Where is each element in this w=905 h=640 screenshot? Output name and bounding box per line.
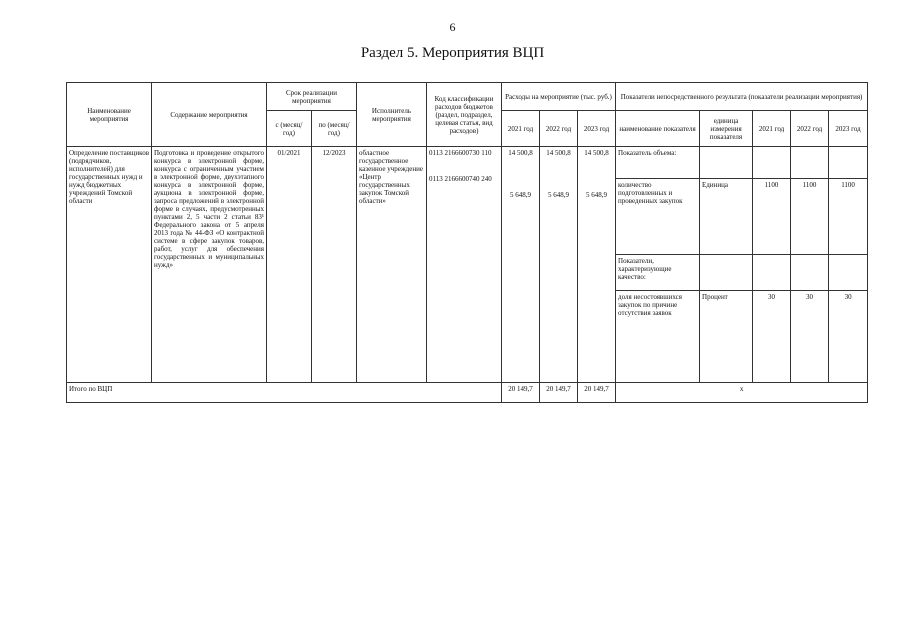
budget-code-2: 0113 2166600740 240: [429, 175, 492, 183]
expense-2021-b: 5 648,9: [510, 191, 531, 199]
indicator-2-name: доля несостоявшихся закупок по причине отсутствия заявок: [616, 291, 700, 383]
header-exp-2021: 2021 год: [502, 111, 540, 147]
period-from: 01/2021: [267, 147, 312, 383]
indicator-2-2023: 30: [829, 291, 868, 383]
expense-2022: [540, 147, 578, 383]
indicator-2-2022: 30: [791, 291, 829, 383]
volume-label: Показатель объема:: [616, 147, 700, 179]
activities-table: [66, 82, 868, 403]
header-unit: единица измерения показателя: [700, 111, 753, 147]
header-exp-2023: 2023 год: [578, 111, 616, 147]
budget-code-1: 0113 2166600730 110: [429, 149, 492, 157]
total-mark: х: [616, 383, 868, 403]
expense-2021-a: 14 500,8: [508, 149, 533, 157]
header-period: Срок реализации мероприятия: [267, 83, 357, 111]
header-res-2021: 2021 год: [753, 111, 791, 147]
indicator-1-2022: 1100: [791, 179, 829, 255]
header-from: с (месяц/ год): [267, 111, 312, 147]
budget-codes: [427, 147, 502, 383]
total-2023: 20 149,7: [578, 383, 616, 403]
expense-2023-a: 14 500,8: [584, 149, 609, 157]
expense-2022-a: 14 500,8: [546, 149, 571, 157]
expense-2022-b: 5 648,9: [548, 191, 569, 199]
quality-label: Показатели, характеризующие качество:: [616, 255, 700, 291]
page-number: 6: [449, 20, 456, 34]
header-indicator-name: наименование показателя: [616, 111, 700, 147]
header-exp-2022: 2022 год: [540, 111, 578, 147]
indicator-1-unit: Единица: [700, 179, 753, 255]
header-code: Код классификации расходов бюджетов (раздел, подраздел, целевая статья, вид расходов): [427, 83, 502, 147]
section-title: Раздел 5. Мероприятия ВЦП: [360, 45, 545, 61]
header-name: Наименование мероприятия: [67, 83, 152, 147]
header-res-2022: 2022 год: [791, 111, 829, 147]
expense-2021: [502, 147, 540, 383]
indicator-2-unit: Процент: [700, 291, 753, 383]
header-to: по (месяц/ год): [312, 111, 357, 147]
total-label: Итого по ВЦП: [67, 383, 502, 403]
expense-2023: [578, 147, 616, 383]
total-2022: 20 149,7: [540, 383, 578, 403]
indicator-1-2023: 1100: [829, 179, 868, 255]
indicator-2-2021: 30: [753, 291, 791, 383]
indicator-1-2021: 1100: [753, 179, 791, 255]
header-content: Содержание мероприятия: [152, 83, 267, 147]
period-to: 12/2023: [312, 147, 357, 383]
activity-name: Определение поставщиков (подрядчиков, исполнителей) для государственных нужд и нужд бюджетных учреждений Томской области: [67, 147, 152, 383]
expense-2023-b: 5 648,9: [586, 191, 608, 199]
header-executor: Исполнитель мероприятия: [357, 83, 427, 147]
indicator-1-name: количество подготовленных и проведенных закупок: [616, 179, 700, 255]
executor: областное государственное казенное учреждение «Центр государственных закупок Томской области»: [357, 147, 427, 383]
total-2021: 20 149,7: [502, 383, 540, 403]
header-expenses: Расходы на мероприятие (тыс. руб.): [502, 83, 616, 111]
header-results: Показатели непосредственного результата (показатели реализации мероприятия): [616, 83, 868, 111]
header-res-2023: 2023 год: [829, 111, 868, 147]
activity-content: Подготовка и проведение открытого конкурса в электронной форме, конкурса с ограниченным участием в электронной форме, двухэтапного конкурса в электронной форме, аукциона в электронной форме, запроса предложений в электронной форме в случаях, предусмотренных пунктами 2, 5 части 2 статьи 83¹ Федерального закона от 5 апреля 2013 года № 44-ФЗ «О контрактной системе в сфере закупок товаров, работ, услуг для обеспечения государственных и муниципальных нужд»: [152, 147, 267, 383]
